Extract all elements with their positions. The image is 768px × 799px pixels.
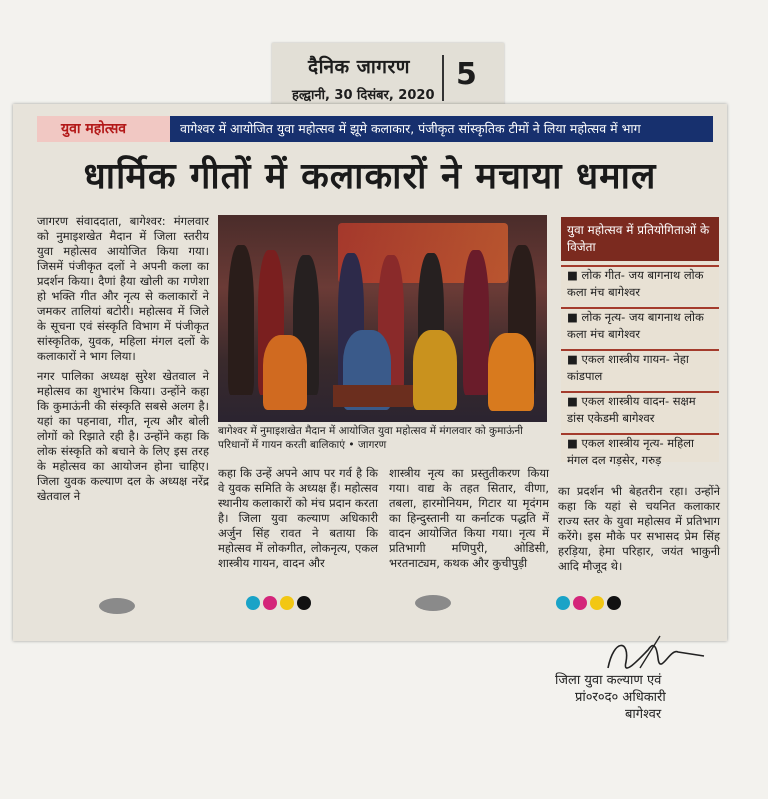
winner-item: ■ लोक गीत- जय बागनाथ लोक कला मंच बागेश्वर	[561, 265, 719, 301]
winners-box	[561, 217, 719, 467]
winner-item: ■ एकल शास्त्रीय नृत्य- महिला मंगल दल गड़सेर, गरुड़	[561, 433, 719, 469]
section-tag: युवा महोत्सव	[37, 116, 173, 142]
stamp-line: बागेश्वर	[625, 707, 662, 722]
winner-item: ■ एकल शास्त्रीय गायन- नेहा कांडपाल	[561, 349, 719, 385]
cyan-dot	[556, 596, 570, 610]
official-stamp	[555, 672, 666, 723]
performer-figure	[228, 245, 254, 395]
winner-item: ■ लोक नृत्य- जय बागनाथ लोक कला मंच बागेश्वर	[561, 307, 719, 343]
article-column-2: कहा कि उन्हें अपने आप पर गर्व है कि वे युवक समिति के अध्यक्ष हैं। महोत्सव स्थानीय कलाकारों को मंच प्रदान करता है। जिला युवा कल्याण अधिकारी अर्जुन सिंह रावत ने बताया कि महोत्सव में लोकगीत, लोकनृत्य, एकल शास्त्रीय गायन, वादन और	[218, 466, 378, 570]
print-registration-blob	[415, 595, 451, 611]
newspaper-name: दैनिक जागरण	[308, 56, 410, 78]
winner-item: ■ एकल शास्त्रीय वादन- सक्षम डांस एकेडमी बागेश्वर	[561, 391, 719, 427]
magenta-dot	[263, 596, 277, 610]
article-column-1	[37, 214, 209, 509]
cyan-dot	[246, 596, 260, 610]
yellow-dot	[280, 596, 294, 610]
magenta-dot	[573, 596, 587, 610]
yellow-dot	[590, 596, 604, 610]
harmonium	[333, 385, 413, 407]
winners-box-title: युवा महोत्सव में प्रतियोगिताओं के विजेता	[561, 217, 719, 261]
article-column-3: शास्त्रीय नृत्य का प्रस्तुतीकरण किया गया। वाद्य के तहत सितार, वीणा, तबला, हारमोनियम, गिटार या मृदंगम का हिन्दुस्तानी या कर्नाटक पद्धति में वादन आयोजित किया गया। नृत्य में प्रतिभागी मणिपुरी, ओडिसी, भरतनाट्यम, कथक और कुचीपुड़ी	[389, 466, 549, 570]
page-number: 5	[456, 57, 477, 92]
article-paragraph: जागरण संवाददाता, बागेश्वर: मंगलवार को नुमाइशखेत मैदान में जिला स्तरीय युवा महोत्सव आयोजित किया गया। जिसमें पंजीकृत दलों ने अपनी कला का प्रदर्शन किया। दैणां हैया खोली का गणेशा हो भक्ति गीत और नृत्य से कलाकारों ने जमकर तालियां बटोरी। महोत्सव में जिले के सूचना एवं संस्कृति विभाग में पंजीकृत सांस्कृतिक, युवक, महिला मंगल दलों के कलाकारों ने भाग लिया।	[37, 214, 209, 363]
article-photo	[218, 215, 547, 422]
black-dot	[297, 596, 311, 610]
black-dot	[607, 596, 621, 610]
seated-singer	[413, 330, 457, 410]
article-paragraph: नगर पालिका अध्यक्ष सुरेश खेतवाल ने महोत्सव का शुभारंभ किया। उन्होंने कहा कि कुमाऊंनी की संस्कृति सबसे अलग है। यहां का पहनावा, गीत, नृत्य और बोली लोगों को रिझाते रही है। उन्होंने कहा कि लोक संस्कृति को बचाने के लिए इस तरह के महोत्सव का आयोजन होना चाहिए। जिला युवक कल्याण दल के अध्यक्ष नरेंद्र खेतवाल ने	[37, 369, 209, 503]
performer-figure	[463, 250, 489, 395]
headline: धार्मिक गीतों में कलाकारों ने मचाया धमाल	[83, 156, 657, 197]
stamp-line: जिला युवा कल्याण एवं	[555, 673, 662, 688]
article-column-4: का प्रदर्शन भी बेहतरीन रहा। उन्होंने कहा कि यहां से चयनित कलाकार राज्य स्तर के युवा महोत्सव में प्रतिभाग करेंगे। इस मौके पर सभासद प्रेम सिंह हरड़िया, हेमा परिहार, जयंत भाकुनी आदि मौजूद थे।	[558, 484, 720, 573]
article-clipping	[13, 104, 727, 641]
seated-singer	[263, 335, 307, 410]
registration-dots	[556, 595, 624, 609]
photo-caption: बागेश्वर में नुमाइशखेत मैदान में आयोजित युवा महोत्सव में मंगलवार को कुमाऊंनी परिधानों में गायन करती बालिकाएं • जागरण	[218, 425, 523, 451]
print-registration-blob	[99, 598, 135, 614]
subheadline: वागेश्वर में आयोजित युवा महोत्सव में झूमे कलाकार, पंजीकृत सांस्कृतिक टीमों ने लिया महोत्सव में भाग	[170, 116, 713, 142]
newspaper-masthead	[272, 43, 504, 111]
registration-dots	[246, 595, 314, 609]
masthead-divider	[442, 55, 444, 101]
stamp-line: प्रां०र०द० अधिकारी	[575, 690, 666, 705]
edition-date: हल्द्वानी, 30 दिसंबर, 2020	[292, 88, 435, 103]
seated-singer	[488, 333, 534, 411]
